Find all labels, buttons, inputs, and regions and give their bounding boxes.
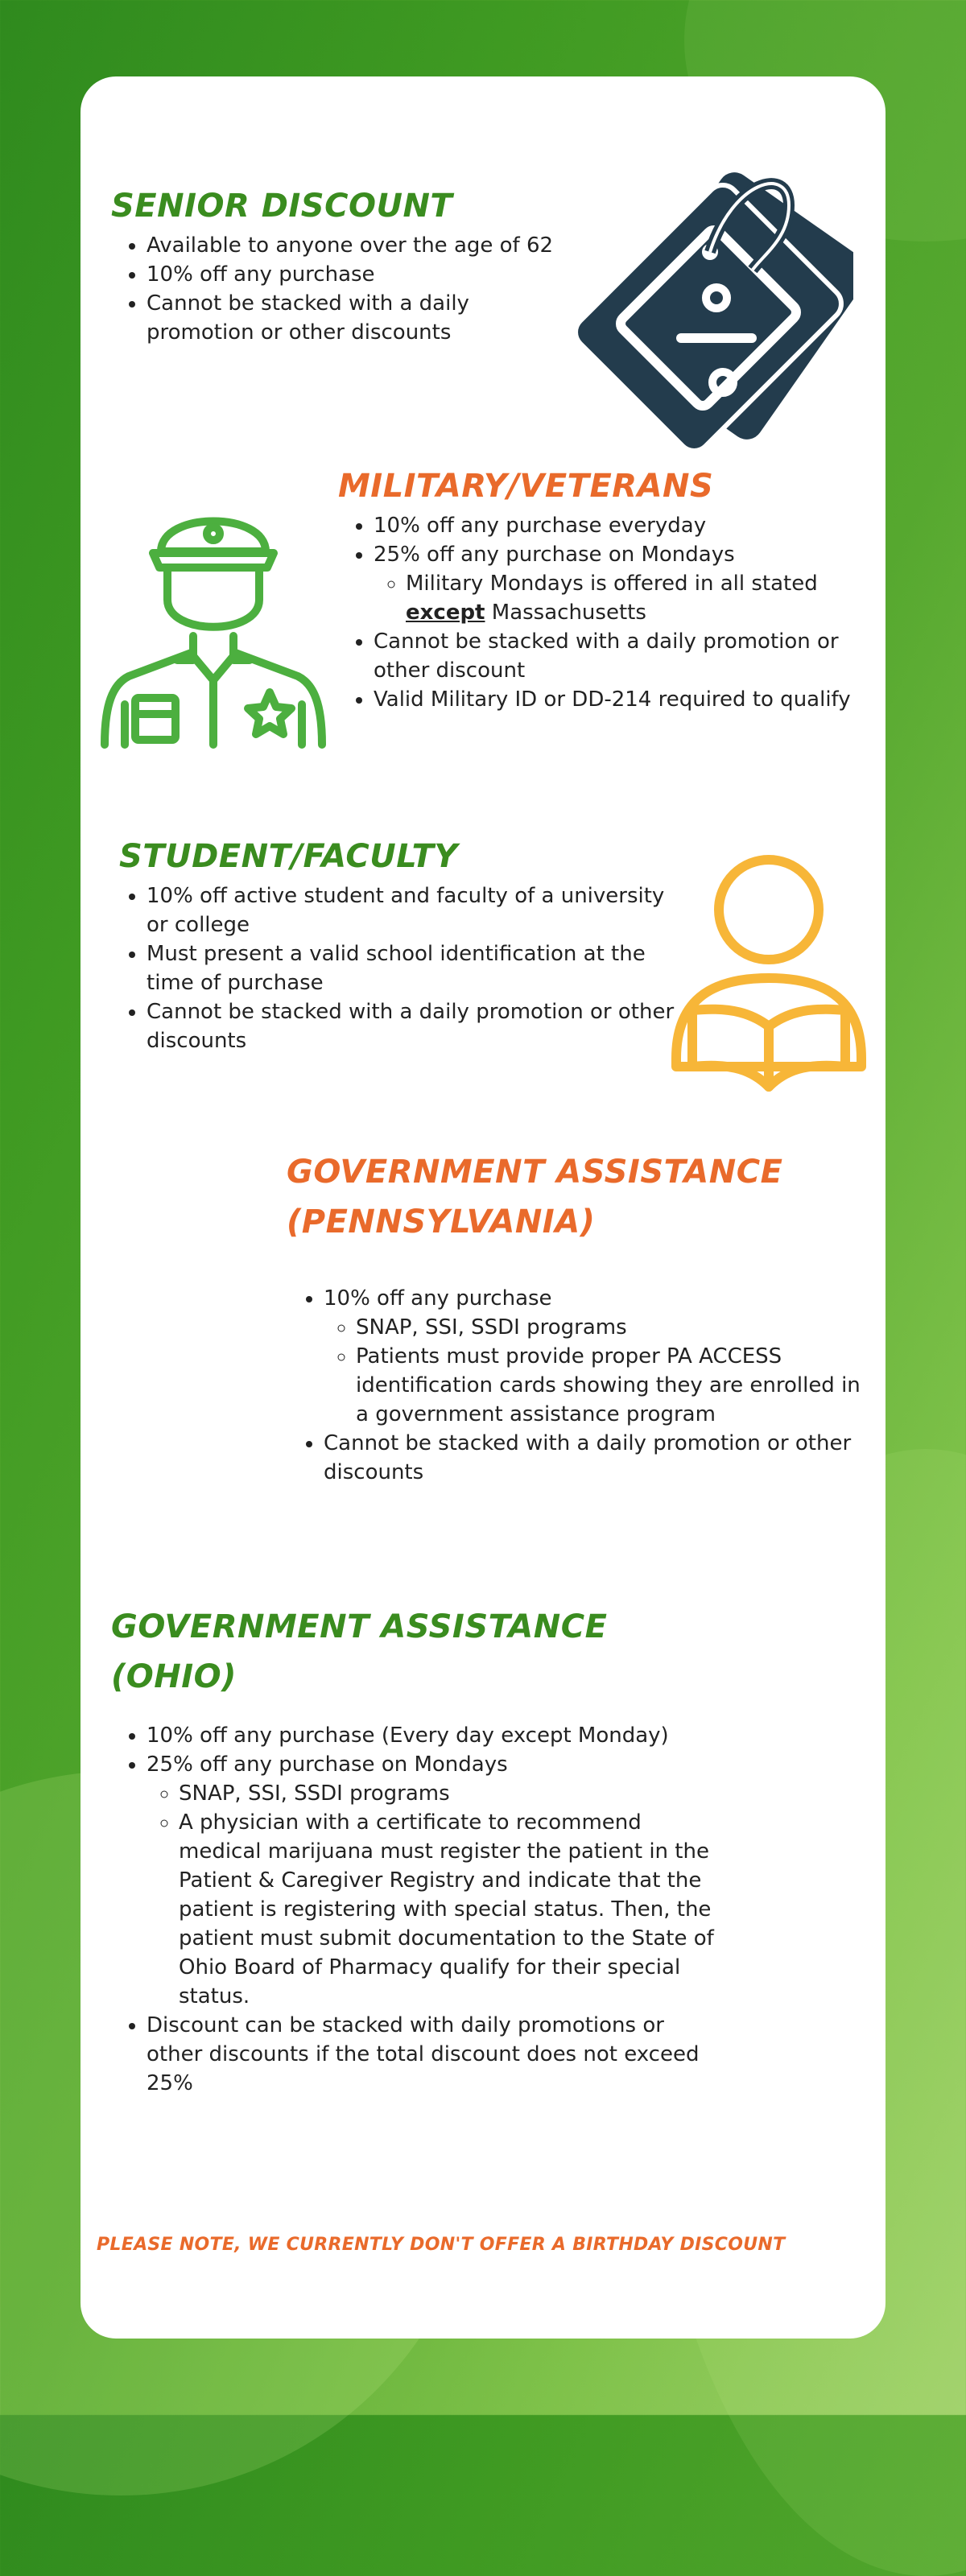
price-tag-percent-icon: [531, 133, 853, 511]
government-pa-sub-list: [324, 1313, 866, 1429]
senior-discount-section: [111, 181, 562, 347]
senior-discount-title: SENIOR DISCOUNT: [111, 188, 453, 225]
list-item: [324, 1284, 866, 1429]
government-ohio-section: [111, 1602, 723, 2098]
list-item: • Available to anyone over the age of 62: [147, 231, 562, 260]
list-item: [147, 1750, 723, 2011]
list-item-text: 25% off any purchase on Mondays: [147, 1752, 508, 1777]
government-ohio-sub-list: [147, 1779, 723, 2011]
emphasis-text: except: [406, 601, 485, 625]
discount-card: [80, 76, 886, 2339]
list-item: [406, 569, 853, 627]
student-faculty-list: [119, 881, 675, 1055]
list-item: ◦ Patients must provide proper PA ACCESS identification cards showing they are enrolled in a government assistance program: [356, 1342, 866, 1429]
government-pa-section: [287, 1147, 866, 1487]
list-item: • Discount can be stacked with daily promotions or other discounts if the total discount does not exceed 25%: [147, 2011, 723, 2098]
government-pa-title-line2: (PENNSYLVANIA): [287, 1203, 596, 1241]
list-item: • 10% off active student and faculty of a university or college: [147, 881, 675, 939]
student-faculty-section: [119, 832, 675, 1055]
student-reading-icon: [660, 849, 877, 1107]
list-item: • Must present a valid school identification at the time of purchase: [147, 939, 675, 997]
senior-discount-list: [111, 231, 562, 347]
list-item: ◦ A physician with a certificate to recommend medical marijuana must register the patient in the Patient & Caregiver Registry and indicate that the patient is registering with special status. Then, the patient must submit documentation to the State of Ohio Board of Pharmacy qualify for their special status.: [179, 1808, 723, 2011]
list-item-text: 10% off any purchase: [324, 1286, 552, 1311]
list-item: • Cannot be stacked with a daily promotion or other discounts: [147, 997, 675, 1055]
student-faculty-title: STUDENT/FACULTY: [119, 838, 458, 875]
soldier-icon: [80, 487, 346, 753]
list-item: ◦ SNAP, SSI, SSDI programs: [179, 1779, 723, 1808]
sub-item-text: Massachusetts: [485, 601, 646, 625]
list-item: • Valid Military ID or DD-214 required to qualify: [374, 685, 853, 714]
government-pa-title-line1: GOVERNMENT ASSISTANCE: [287, 1154, 783, 1191]
list-item: • Cannot be stacked with a daily promotion or other discounts: [147, 289, 562, 347]
list-item: • Cannot be stacked with a daily promotion or other discount: [374, 627, 853, 685]
list-item: • 10% off any purchase: [147, 260, 562, 289]
government-ohio-title-line2: (OHIO): [111, 1658, 237, 1695]
list-item-text: 25% off any purchase on Mondays: [374, 543, 735, 567]
military-veterans-section: [338, 461, 853, 714]
list-item: • 10% off any purchase everyday: [374, 511, 853, 540]
military-veterans-list: [338, 511, 853, 714]
birthday-discount-note: PLEASE NOTE, WE CURRENTLY DON'T OFFER A BIRTHDAY DISCOUNT: [97, 2235, 786, 2255]
military-sub-list: [374, 569, 853, 627]
government-ohio-list: [111, 1721, 723, 2098]
list-item: ◦ SNAP, SSI, SSDI programs: [356, 1313, 866, 1342]
sub-item-text: Military Mondays is offered in all stated: [406, 572, 818, 596]
military-veterans-title: MILITARY/VETERANS: [338, 468, 714, 505]
government-ohio-title-line1: GOVERNMENT ASSISTANCE: [111, 1608, 608, 1645]
list-item: [374, 540, 853, 627]
list-item: • Cannot be stacked with a daily promotion or other discounts: [324, 1429, 866, 1487]
government-pa-list: [287, 1284, 866, 1487]
list-item: • 10% off any purchase (Every day except Monday): [147, 1721, 723, 1750]
